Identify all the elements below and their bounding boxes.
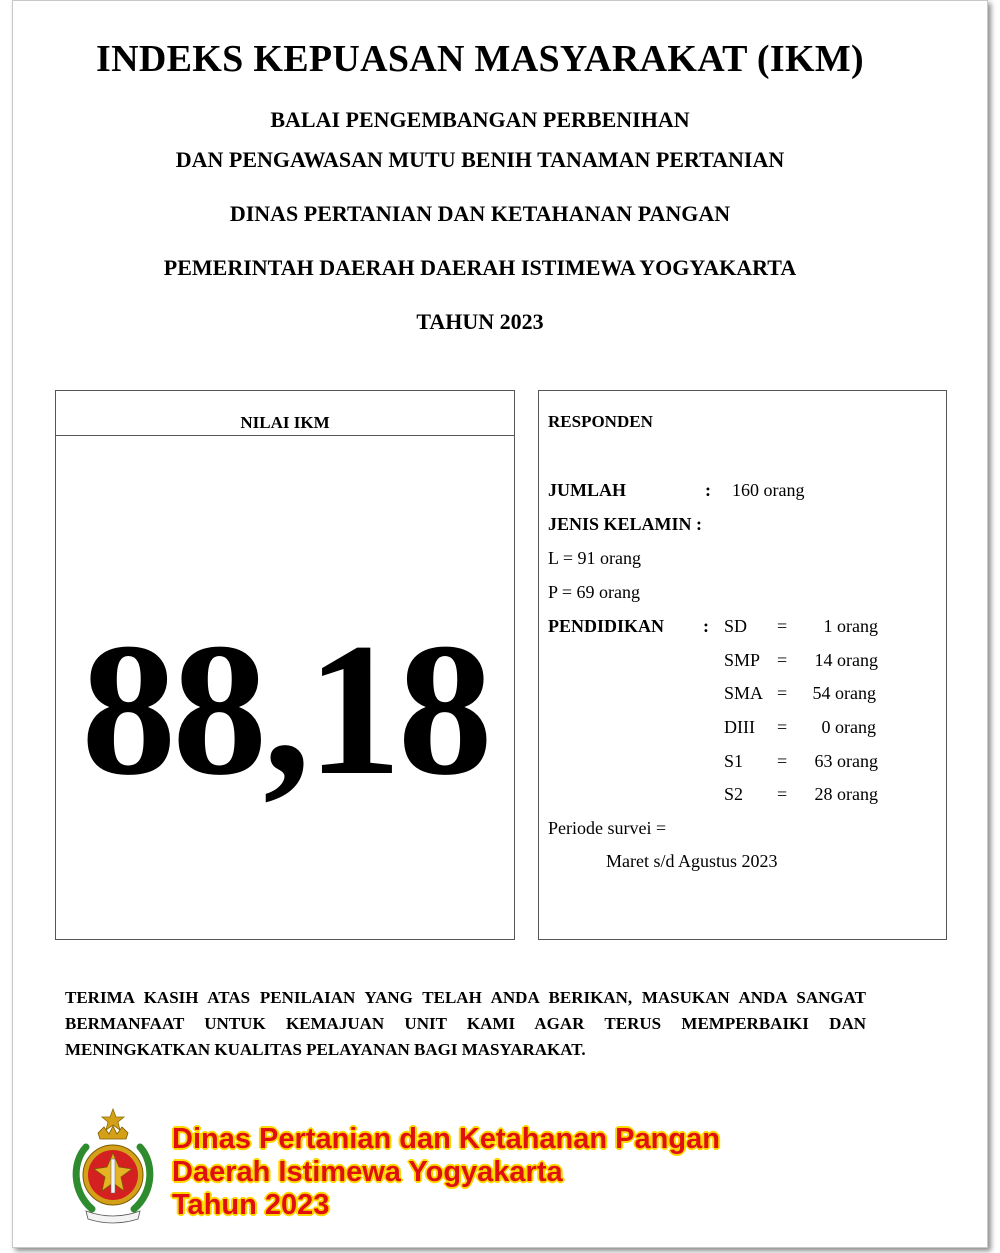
subtitle-line-3: DINAS PERTANIAN DAN KETAHANAN PANGAN (229, 201, 731, 226)
pendidikan-colon: : (703, 616, 709, 636)
male-count: L = 91 orang (548, 548, 641, 568)
edu-count: 1 orang (823, 616, 878, 636)
edu-level: SMA (724, 683, 764, 703)
edu-eq: = (777, 717, 788, 737)
edu-level: SD (724, 616, 748, 636)
subtitle-line-2: DAN PENGAWASAN MUTU BENIH TANAMAN PERTANIAN (175, 147, 785, 172)
jenis-kelamin-label: JENIS KELAMIN : (548, 514, 703, 534)
yogyakarta-emblem-icon (64, 1107, 162, 1229)
jumlah-value: 160 orang (732, 480, 805, 500)
edu-level: DIII (724, 717, 755, 737)
ikm-score-label: NILAI IKM (240, 413, 330, 432)
thank-you-message: TERIMA KASIH ATAS PENILAIAN YANG TELAH ANDA BERIKAN, MASUKAN ANDA SANGAT BERMANFAAT UNTUK KEMAJUAN UNIT KAMI AGAR TERUS MEMPERBAIKI DAN MENINGKATKAN KUALITAS PELAYANAN BAGI MASYARAKAT. (65, 988, 866, 1059)
edu-eq: = (777, 751, 788, 771)
subtitle-year: TAHUN 2023 (416, 309, 544, 334)
page-title: INDEKS KEPUASAN MASYARAKAT (IKM) (96, 38, 864, 80)
edu-eq: = (777, 650, 788, 670)
edu-eq: = (777, 616, 788, 636)
ikm-score-value: 88,18 (81, 605, 489, 815)
edu-eq: = (777, 683, 788, 703)
edu-level: SMP (724, 650, 761, 670)
footer-org-line-1: Dinas Pertanian dan Ketahanan Pangan (172, 1123, 720, 1155)
edu-count: 63 orang (814, 751, 878, 771)
edu-count: 0 orang (821, 717, 876, 737)
footer-org-year: Tahun 2023 (172, 1189, 330, 1221)
survey-period-value: Maret s/d Agustus 2023 (606, 851, 778, 871)
edu-count: 14 orang (814, 650, 878, 670)
edu-eq: = (777, 784, 788, 804)
footer-org-line-2: Daerah Istimewa Yogyakarta (172, 1156, 563, 1188)
female-count: P = 69 orang (548, 582, 640, 602)
pendidikan-label: PENDIDIKAN (548, 616, 665, 636)
edu-count: 54 orang (812, 683, 876, 703)
subtitle-line-1: BALAI PENGEMBANGAN PERBENIHAN (270, 107, 690, 132)
edu-count: 28 orang (814, 784, 878, 804)
ikm-score-header (56, 391, 514, 436)
survey-period-label: Periode survei = (548, 818, 667, 838)
jumlah-label: JUMLAH (548, 480, 626, 500)
subtitle-line-4: PEMERINTAH DAERAH DAERAH ISTIMEWA YOGYAKARTA (163, 255, 797, 280)
edu-level: S1 (724, 751, 744, 771)
respondent-heading: RESPONDEN (548, 412, 653, 431)
edu-level: S2 (724, 784, 744, 804)
jumlah-colon: : (705, 480, 711, 500)
